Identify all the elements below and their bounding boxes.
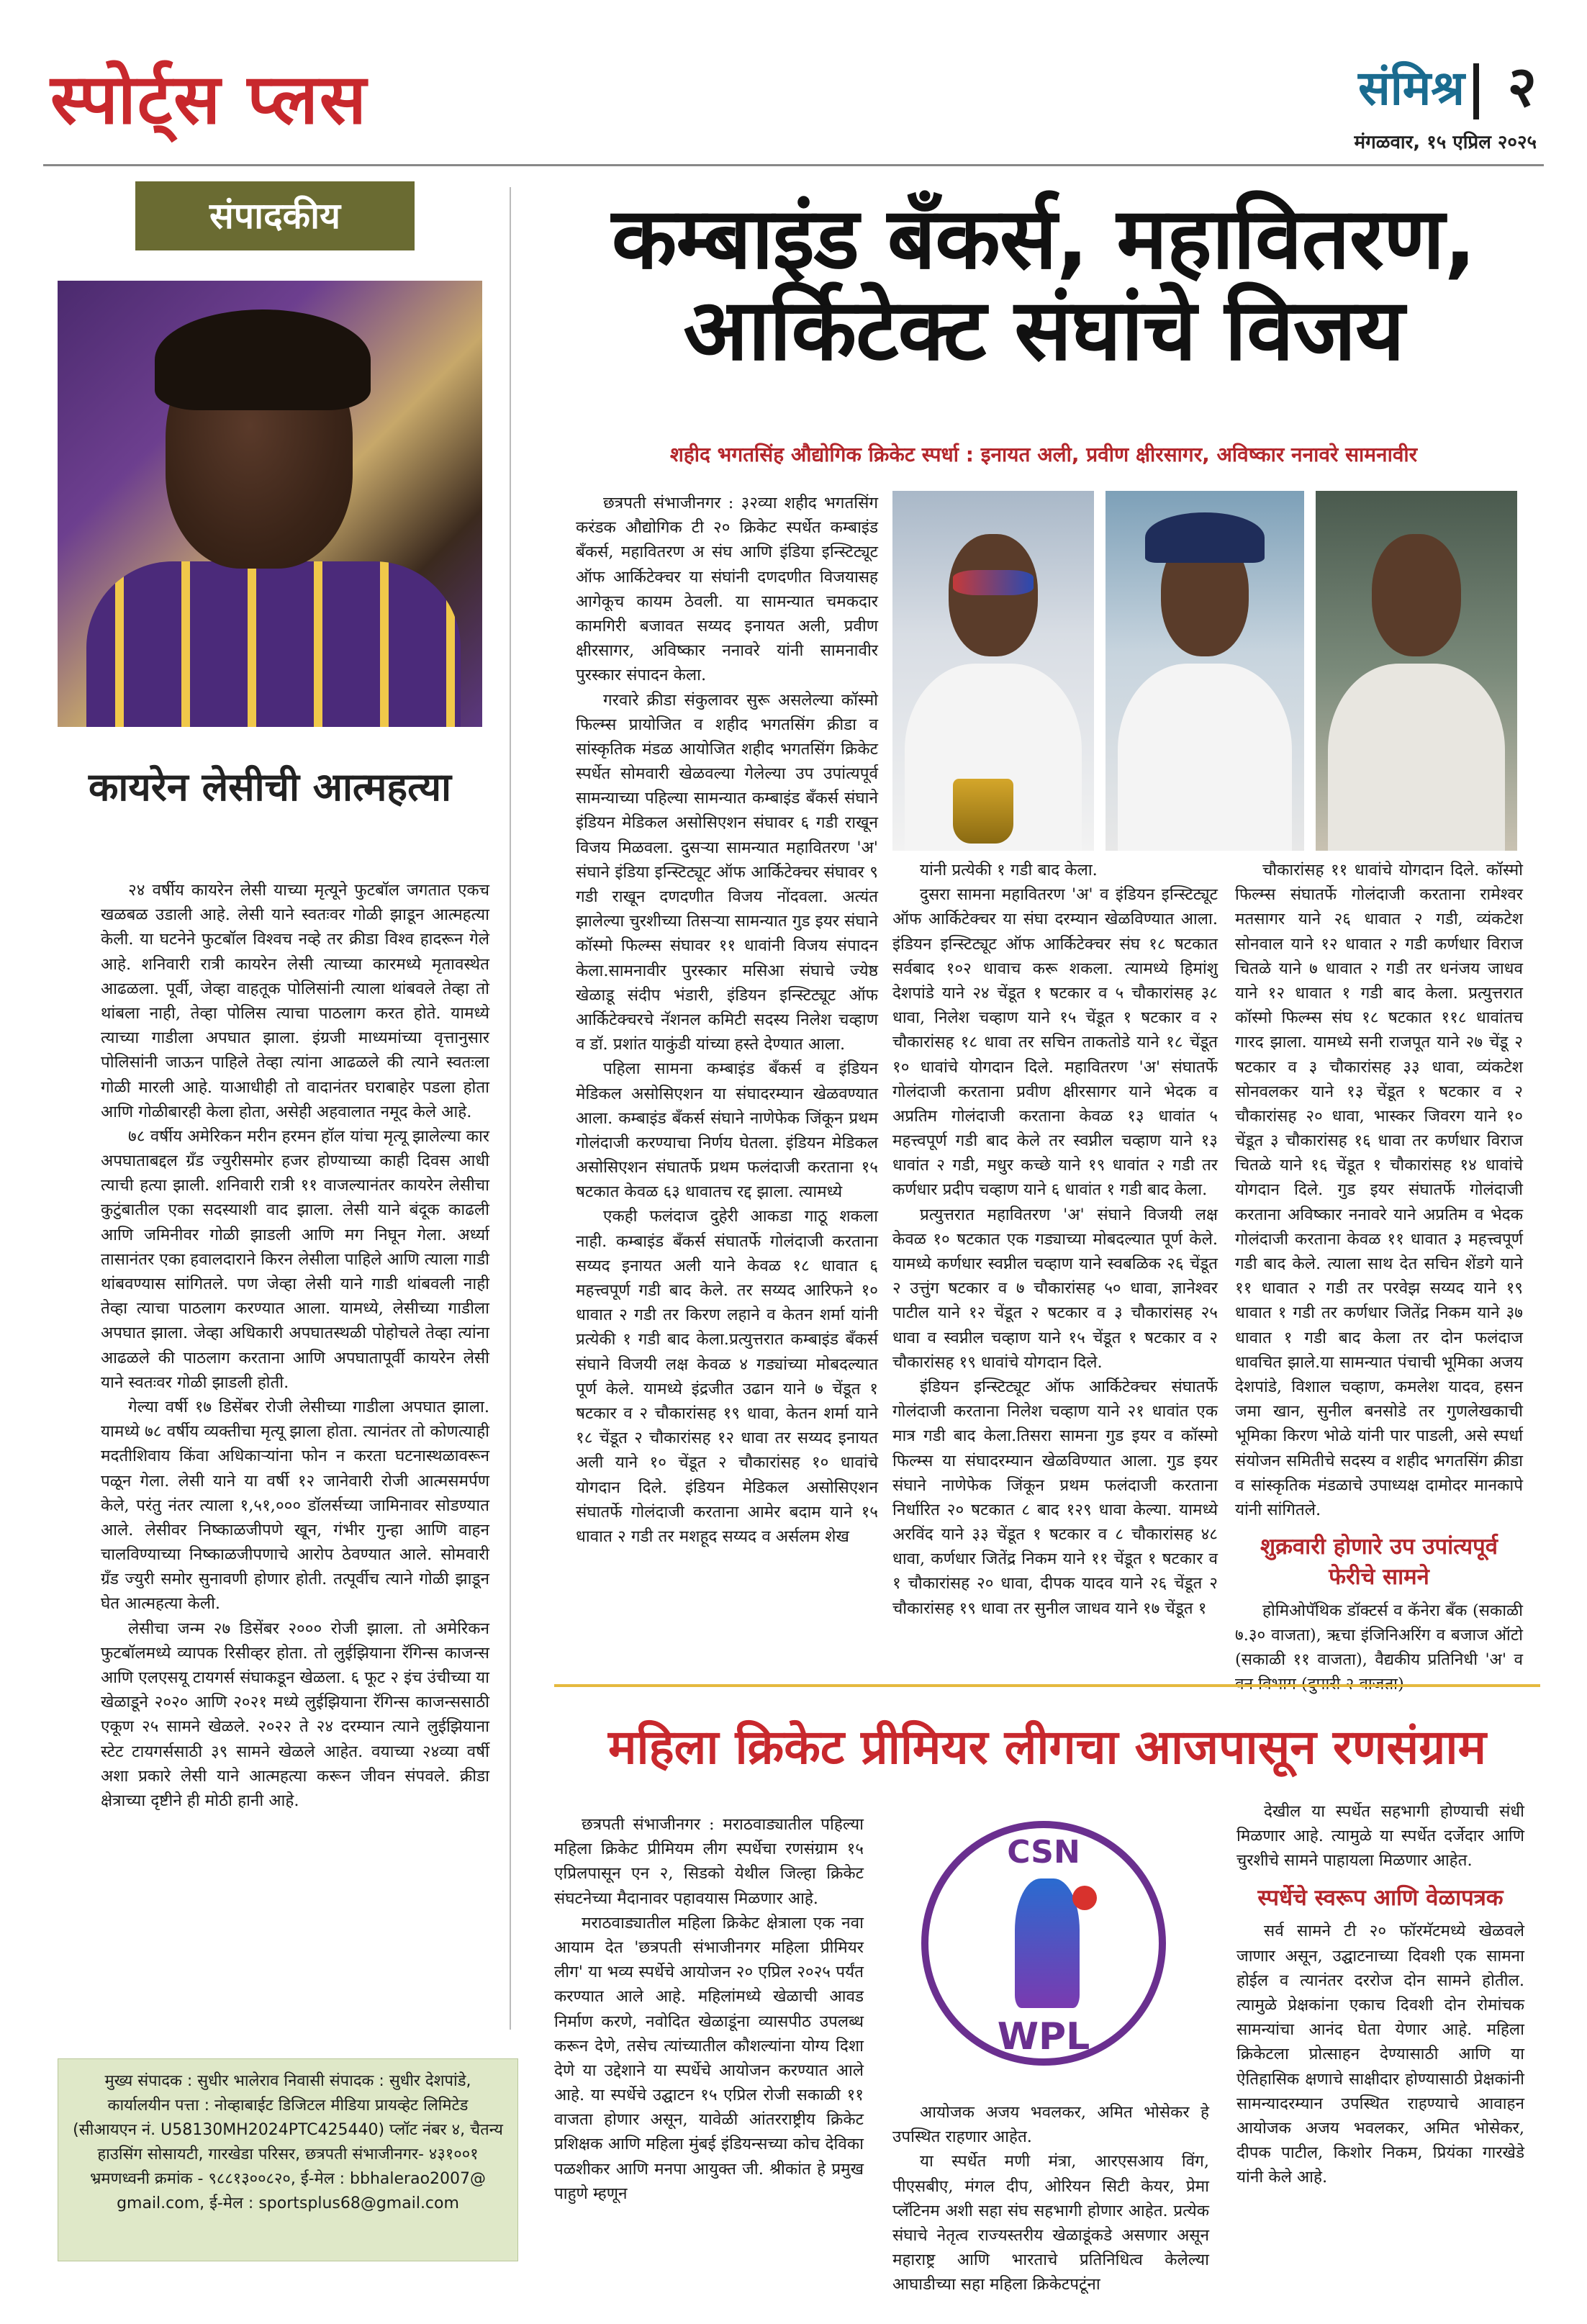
player-photo-1 [892, 491, 1094, 851]
article1-paragraph: पहिला सामना कम्बाइंड बँकर्स व इंडियन मेडिकल असोसिएशन या संघादरम्यान खेळवण्यात आला. कम्बाइंड बँकर्स संघाने नाणेफेक जिंकून प्रथम गोलंदाजी करण्याचा निर्णय घेतला. इंडियन मेडिकल असोसिएशन संघातर्फे प्रथम फलंदाजी करताना १५ षटकात केवळ ६३ धावातच रद्द झाला. त्यामध्ये [576, 1059, 878, 1202]
body-shape [1328, 664, 1505, 851]
article1-subheadline: शहीद भगतसिंह औद्योगिक क्रिकेट स्पर्धा : इनायत अली, प्रवीण क्षीरसागर, अविष्कार ननावरे सामनावीर [669, 443, 1418, 466]
article1-column-3 [1235, 858, 1523, 1697]
page-number: २ [1507, 55, 1537, 119]
imprint-box [58, 2058, 518, 2261]
article1-column-1 [576, 491, 878, 1549]
editorial-paragraph: लेसीचा जन्म २७ डिसेंबर २००० रोजी झाला. तो अमेरिकन फुटबॉलमध्ये व्यापक रिसीव्हर होता. तो लुईझियाना रॅगिन्स काजन्स आणि एलएसयू टायगर्स संघाकडून खेळला. ६ फूट २ इंच उंचीच्या या खेळाडूने २०२० आणि २०२१ मध्ये लुईझियाना रॅगिन्स काजन्ससाठी एकूण २५ सामने खेळले. २०२२ ते २४ दरम्यान त्याने लुईझियाना स्टेट टायगर्ससाठी ३९ सामने खेळले आहेत. वयाच्या २४व्या वर्षी अशा प्रकारे लेसी याने आत्महत्या करून जीवन संपवले. क्रीडा क्षेत्राच्या दृष्टीने ही मोठी हानी आहे. [101, 1619, 489, 1810]
imprint-line: भ्रमणध्वनी क्रमांक - ९८८१३००८२०, ई-मेल : bbhalerao2007@ [89, 2170, 487, 2189]
editorial-body [101, 878, 489, 1813]
article1-paragraph: एकही फलंदाज दुहेरी आकडा गाठू शकला नाही. कम्बाइंड बँकर्स संघातर्फे गोलंदाजी करताना सय्यद इनायत अली याने केवळ १८ धावात ६ महत्त्वपूर्ण गडी बाद केले. तर सय्यद आरिफने १० धावात २ गडी तर किरण लहाने व केतन शर्मा यांनी प्रत्येकी १ गडी बाद केला.प्रत्युत्तरात कम्बाइंड बँकर्स संघाने विजयी लक्ष केवळ ४ गड्यांच्या मोबदल्यात पूर्ण केले. यामध्ये इंद्रजीत उढान याने ७ चेंडूत १ षटकार व २ चौकारांसह १९ धावा, केतन शर्मा याने १८ चेंडूत २ चौकारांसह १२ धावा तर सय्यद इनायत अली याने १० चेंडूत २ चौकारांसह १० धावांचे योगदान दिले. इंडियन मेडिकल असोसिएशन संघातर्फे गोलंदाजी करताना आमेर बदाम याने १५ धावात २ गडी तर मशहूद सय्यद व अर्सलम शेख [576, 1207, 878, 1546]
trophy-icon [953, 779, 1013, 844]
head-shape [949, 534, 1037, 656]
section-rule [554, 1684, 1540, 1687]
imprint-line: gmail.com, ई-मेल : sportsplus68@gmail.com [117, 2194, 459, 2213]
article2-column-3 [1236, 1799, 1524, 2189]
editorial-paragraph: ७८ वर्षीय अमेरिकन मरीन हरमन हॉल यांचा मृत्यू झालेल्या कार अपघाताबद्दल ग्रँड ज्युरीसमोर हजर होण्याच्या काही दिवस आधी त्याची हत्या झाली. शनिवारी रात्री ११ वाजल्यानंतर कायरेन लेसीचा कुटुंबातील एका सदस्याशी वाद झाला. लेसी याने बंदूक काढली आणि जमिनीवर गोळी झाडली आणि मग निघून गेला. अर्ध्या तासानंतर एका हवालदाराने किरन लेसीला पाहिले आणि त्याला गाडी थांबवण्यास सांगितले. पण जेव्हा लेसी याने गाडी थांबवली नाही तेव्हा त्याचा पाठलाग करण्यात आला. यामध्ये, लेसीच्या गाडीला अपघात झाला. जेव्हा अधिकारी अपघातस्थळी पोहोचले तेव्हा त्यांना आढळले की पाठलाग करताना आणि अपघातापूर्वी कायरेन लेसी याने स्वतःवर गोळी झाडली होती. [101, 1126, 489, 1392]
article1-col3-subhead: शुक्रवारी होणारे उप उपांत्यपूर्व फेरीचे सामने [1260, 1534, 1498, 1590]
logo-bottom-text: WPL [997, 2015, 1090, 2058]
top-rule [43, 164, 1544, 166]
article2-col3-subhead: स्पर्धेचे स्वरूप आणि वेळापत्रक [1257, 1884, 1504, 1911]
article1-paragraph: होमिओपॅथिक डॉक्टर्स व कॅनेरा बँक (सकाळी ७.३० वाजता), ऋचा इंजिनिअरिंग व बजाज ऑटो (सकाळी ११ वाजता), वैद्यकीय प्रतिनिधी 'अ' व [1235, 1601, 1523, 1670]
sunglasses-shape [953, 570, 1034, 595]
hair-shape [155, 309, 371, 410]
article1-headline-line: कम्बाइंड बँकर्स, महावितरण, [611, 189, 1476, 288]
dateline: मंगळवार, १५ एप्रिल २०२५ [1354, 132, 1537, 153]
logo-top-text: CSN [1007, 1834, 1080, 1871]
masthead-title: स्पोर्ट्स प्लस [50, 59, 368, 140]
section-label: संमिश्र [1358, 60, 1465, 116]
article1-headline-line: आर्किटेक्ट संघांचे विजय [683, 280, 1404, 380]
article2-paragraph: सर्व सामने टी २० फॉरमॅटमध्ये खेळवले जाणार असून, उद्घाटनाच्या दिवशी एक सामना होईल व त्यानंतर दररोज दोन सामने होतील. त्यामुळे प्रेक्षकांना एकाच दिवशी दोन रोमांचक सामन्यांचा आनंद घेता येणार आहे. महिला क्रिकेटला प्रोत्साहन देण्यासाठी आणि या ऐतिहासिक क्षणाचे साक्षीदार होण्यासाठी प्रेक्षकांनी सामन्यादरम्यान उपस्थित राहण्याचे आवाहन आयोजक अजय भवलकर, अमित भोसेकर, दीपक पाटील, किशोर निकम, प्रियंका गारखेडे यांनी केले आहे. [1236, 1922, 1524, 2187]
article2-paragraph: मराठवाड्यातील महिला क्रिकेट क्षेत्राला एक नवा आयाम देत 'छत्रपती संभाजीनगर महिला प्रीमियर लीग' या भव्य स्पर्धेचे आयोजन २० एप्रिल २०२५ पर्यंत करण्यात आले आहे. महिलांमध्ये खेळाची आवड निर्माण करणे, नवोदित खेळाडूंना व्यासपीठ उपलब्ध करून देणे, तसेच त्यांच्यातील कौशल्यांना योग्य दिशा देणे या उद्देशाने या स्पर्धेचे आयोजन करण्यात आले आहे. या स्पर्धेचे उद्घाटन १५ एप्रिल रोजी सकाळी ११ वाजता होणार असून, यावेळी आंतरराष्ट्रीय क्रिकेट प्रशिक्षक आणि महिला मुंबई इंडियन्सच्या कोच देविका पळशीकर आणि मनपा आयुक्त जी. श्रीकांत हे प्रमुख पाहुणे म्हणून [554, 1913, 864, 2203]
player-photo-3 [1316, 491, 1517, 851]
imprint-line: मुख्य संपादक : सुधीर भालेराव निवासी संपादक : सुधीर देशपांडे, [104, 2072, 471, 2090]
editorial-headline: कायरेन लेसीची आत्महत्या [88, 764, 452, 810]
csn-wpl-logo [900, 1799, 1188, 2087]
editorial-photo [58, 281, 482, 727]
cricket-ball-icon [1072, 1886, 1097, 1910]
article1-paragraph: छत्रपती संभाजीनगर : ३२व्या शहीद भगतसिंग करंडक औद्योगिक टी २० क्रिकेट स्पर्धेत कम्बाइंड बँकर्स, महावितरण अ संघ आणि इंडिया इन्स्टिट्यूट ऑफ आर्किटेक्चर या संघांनी दणदणीत विजयासह आगेकूच कायम ठेवली. या सामन्यात चमकदार कामगिरी बजावत सय्यद इनायत अली, प्रवीण क्षीरसागर, अविष्कार ननावरे यांनी सामनावीर पुरस्कार संपादन केला. [576, 494, 878, 685]
article1-paragraph: इंडियन इन्स्टिट्यूट ऑफ आर्किटेक्चर संघातर्फे गोलंदाजी करताना निलेश चव्हाण याने २१ धावांत एक मात्र गडी बाद केला.तिसरा सामना गुड इयर व कॉस्मो फिल्म्स या संघादरम्यान खेळविण्यात आला. गुड इयर संघाने नाणेफेक जिंकून प्रथम फलंदाजी करताना निर्धारित २० षटकात ८ बाद १२९ धावा केल्या. यामध्ये अरविंद याने ३३ चेंडूत १ षटकार व ८ चौकारांसह ४८ धावा, कर्णधार जितेंद्र निकम याने ११ चेंडूत १ षटकार व १ चौकारांसह २० धावा, दीपक यादव याने २६ चेंडूत २ चौकारांसह १९ धावा तर सुनील जाधव याने १७ चेंडूत १ [892, 1377, 1218, 1618]
batter-icon [1015, 1878, 1080, 2008]
jersey-shape [86, 561, 461, 727]
article2-column-1 [554, 1812, 864, 2206]
editorial-paragraph: २४ वर्षीय कायरेन लेसी याच्या मृत्यूने फुटबॉल जगतात एकच खळबळ उडाली आहे. लेसी याने स्वतःवर गोळी झाडून आत्महत्या केली. या घटनेने फुटबॉल विश्वच नव्हे तर क्रीडा विश्व हादरून गेले आहे. शनिवारी रात्री कायरेन लेसी त्याच्या कारमध्ये मृतावस्थेत आढळला. पूर्वी, जेव्हा वाहतूक पोलिसांनी त्याला थांबवले तेव्हा तो थांबला नाही, तेव्हा पोलिस त्याचा पाठलाग करत होते. यामध्ये त्याच्या गाडीला अपघात झाला. इंग्रजी माध्यमांच्या वृत्तानुसार पोलिसांनी जाऊन पाहिले तेव्हा त्यांना आढळले की त्याने स्वतःला गोळी मारली आहे. याआधीही तो वादानंतर घराबाहेर पडला होता आणि गोळीबारही केला होता, असेही अहवालात नमूद केले आहे. [101, 881, 489, 1121]
article1-paragraph: प्रत्युत्तरात महावितरण 'अ' संघाने विजयी लक्ष केवळ १० षटकात एक गड्याच्या मोबदल्यात पूर्ण केले. यामध्ये कर्णधार स्वप्नील चव्हाण याने स्वबळिक २६ चेंडूत २ उत्तुंग षटकार व ७ चौकारांसह ५० धावा, ज्ञानेश्वर पाटील याने १२ चेंडूत २ षटकार व ३ चौकारांसह २५ धावा व स्वप्नील चव्हाण याने १५ चेंडूत १ षटकार व २ चौकारांसह १९ धावांचे योगदान दिले. [892, 1205, 1218, 1372]
body-shape [1118, 664, 1293, 851]
article1-paragraph: गरवारे क्रीडा संकुलावर सुरू असलेल्या कॉस्मो फिल्म्स प्रायोजित व शहीद भगतसिंग क्रीडा व सांस्कृतिक मंडळ आयोजित शहीद भगतसिंग क्रिकेट स्पर्धेत सोमवारी खेळवल्या गेलेल्या उप उपांत्यपूर्व सामन्याच्या पहिल्या सामन्यात कम्बाइंड बँकर्स संघाने इंडियन मेडिकल असोसिएशन संघावर ६ गडी राखून विजय मिळवला. दुसऱ्या सामन्यात महावितरण 'अ' संघाने इंडिया इन्स्टिट्यूट ऑफ आर्किटेक्चर संघावर ९ गडी राखून दणदणीत विजय नोंदवला. अत्यंत झालेल्या चुरशीच्या तिसऱ्या सामन्यात गुड इयर संघाने कॉस्मो फिल्म्स संघावर ११ धावांनी विजय संपादन केला.सामनावीर पुरस्कार मसिआ संघाचे ज्येष्ठ खेळाडू संदीप भंडारी, इंडियन इन्स्टिट्यूट ऑफ आर्किटेक्चरचे नॅशनल कमिटी सदस्य निलेश चव्हाण व डॉ. प्रशांत याकुंडी यांच्या हस्ते देण्यात आला. [576, 690, 878, 1054]
imprint-line: (सीआयएन नं. U58130MH2024PTC425440) प्लॉट नंबर ४, चैतन्य [73, 2121, 503, 2140]
article2-paragraph: या स्पर्धेत मणी मंत्रा, आरएसआय विंग, पीएसबीए, मंगल दीप, ओरियन सिटी केयर, प्रेमा प्लॅटिनम अशी सहा संघ सहभागी होणार आहेत. प्रत्येक संघाचे नेतृत्व राज्यस्तरीय खेळाडूंकडे असणार असून महाराष्ट्र आणि भारताचे प्रतिनिधित्व केलेल्या आघाडीच्या सहा महिला क्रिकेटपटूंना [892, 2152, 1209, 2294]
head-shape [1372, 534, 1460, 656]
article1-headline [547, 189, 1540, 380]
article2-paragraph: छत्रपती संभाजीनगर : मराठवाड्यातील पहिल्या महिला क्रिकेट प्रीमियम लीग स्पर्धेचा रणसंग्राम १५ एप्रिलपासून एन २, सिडको येथील जिल्हा क्रिकेट संघटनेच्या मैदानावर पहावयास मिळणार आहे. [554, 1815, 864, 1908]
article1-column-2 [892, 858, 1218, 1621]
hat-shape [1145, 512, 1265, 563]
article1-paragraph: यांनी प्रत्येकी १ गडी बाद केला. [920, 861, 1098, 880]
player-photo-2 [1106, 491, 1304, 851]
editorial-label: संपादकीय [135, 181, 415, 250]
article1-paragraph: दुसरा सामना महावितरण 'अ' व इंडियन इन्स्टिट्यूट ऑफ आर्किटेक्चर या संघा दरम्यान खेळविण्यात आला. इंडियन इन्स्टिट्यूट ऑफ आर्किटेक्चर संघ १८ षटकात सर्वबाद १०२ धावाच करू शकला. त्यामध्ये हिमांशु देशपांडे याने २४ चेंडूत १ षटकार व ५ चौकारांसह ३८ धावा, निलेश चव्हाण याने १५ चेंडूत १ षटकार व २ चौकारांसह १८ धावा तर सचिन ताकतोडे याने १८ चेंडूत १० धावांचे योगदान दिले. महावितरण 'अ' संघातर्फे गोलंदाजी करताना प्रवीण क्षीरसागर याने भेदक व अप्रतिम गोलंदाजी करताना केवळ १३ धावांत ५ महत्त्वपूर्ण गडी बाद केले तर स्वप्नील चव्हाण याने १३ धावांत २ गडी, मधुर कच्छे याने १९ धावांत २ गडी तर कर्णधार प्रदीप चव्हाण याने ६ धावांत १ गडी बाद केला. [892, 885, 1218, 1200]
imprint-line: हाउसिंग सोसायटी, गारखेडा परिसर, छत्रपती संभाजीनगर- ४३१००१ [97, 2146, 479, 2164]
imprint-line: कार्यालयीन पत्ता : नोव्हाबाईट डिजिटल मीडिया प्रायव्हेट लिमिटेड [107, 2097, 469, 2115]
article2-paragraph: देखील या स्पर्धेत सहभागी होण्याची संधी मिळणार आहे. त्यामुळे या स्पर्धेत दर्जेदार आणि चुरशीचे सामने पाहायला मिळणार आहेत. [1236, 1802, 1524, 1871]
article2-headline: महिला क्रिकेट प्रीमियर लीगचा आजपासून रणसंग्राम [608, 1719, 1486, 1775]
article1-paragraph: चौकारांसह ११ धावांचे योगदान दिले. कॉस्मो फिल्म्स संघातर्फे गोलंदाजी करताना रामेश्वर मतसागर याने २६ धावात २ गडी, व्यंकटेश सोनवाल याने १२ धावात २ गडी कर्णधार विराज चितळे याने ७ धावात २ गडी तर धनंजय जाधव याने १२ धावात १ गडी बाद केला. प्रत्युत्तरात कॉस्मो फिल्म्स संघ १८ षटकात ११८ धावांतच गारद झाला. यामध्ये सनी राजपूत याने २७ चेंडू २ षटकार व ३ चौकारांसह ३३ धावा, व्यंकटेश सोनवलकर याने १३ चेंडूत १ षटकार व २ चौकारांसह २० धावा, भास्कर जिवरग याने १० चेंडूत ३ चौकारांसह १६ धावा तर कर्णधार विराज चितळे याने १६ चेंडूत १ चौकारांसह १४ धावांचे योगदान दिले. गुड इयर संघातर्फे गोलंदाजी करताना अविष्कार ननावरे याने अप्रतिम व भेदक गोलंदाजी करताना केवळ ११ धावात ३ महत्त्वपूर्ण गडी बाद केले. त्याला साथ देत सचिन शेंडगे याने ११ धावात २ गडी तर परवेझ सय्यद याने १९ धावात १ गडी तर कर्णधार जितेंद्र निकम याने ३७ धावात १ गडी बाद केला तर दोन फलंदाज धावचित झाले.या सामन्यात पंचाची भूमिका अजय देशपांडे, विशाल चव्हाण, कमलेश यादव, हसन जमा खान, सुनील बनसोडे तर गुणलेखकाची भूमिका किरण भोळे यांनी पार पाडली, असे स्पर्धा संयोजन समितीचे सदस्य व शहीद भगतसिंग क्रीडा व सांस्कृतिक मंडळाचे उपाध्यक्ष दामोदर मानकापे यांनी सांगितले. [1235, 861, 1523, 1519]
column-divider [510, 187, 511, 2030]
section-divider [1473, 63, 1479, 119]
editorial-paragraph: गेल्या वर्षी १७ डिसेंबर रोजी लेसीच्या गाडीला अपघात झाला. यामध्ये ७८ वर्षीय व्यक्तीचा मृत्यू झाला होता. त्यानंतर तो कोणत्याही मदतीशिवाय किंवा अधिकाऱ्यांना फोन न करता घटनास्थळावरून पळून गेला. लेसी याने या वर्षी १२ जानेवारी रोजी आत्मसमर्पण केले, परंतु नंतर त्याला १,५१,००० डॉलर्सच्या जामिनावर सोडण्यात आले. लेसीवर निष्काळजीपणे खून, गंभीर गुन्हा आणि वाहन चालविण्याच्या निष्काळजीपणाचे आरोप ठेवण्यात आले. सोमवारी ग्रँड ज्युरी समोर सुनावणी होणार होती. तत्पूर्वीच त्याने गोळी झाडून घेत आत्महत्या केली. [101, 1397, 489, 1614]
article2-column-2 [892, 2100, 1209, 2297]
article2-paragraph: आयोजक अजय भवलकर, अमित भोसेकर हे उपस्थित राहणार आहेत. [892, 2103, 1209, 2147]
